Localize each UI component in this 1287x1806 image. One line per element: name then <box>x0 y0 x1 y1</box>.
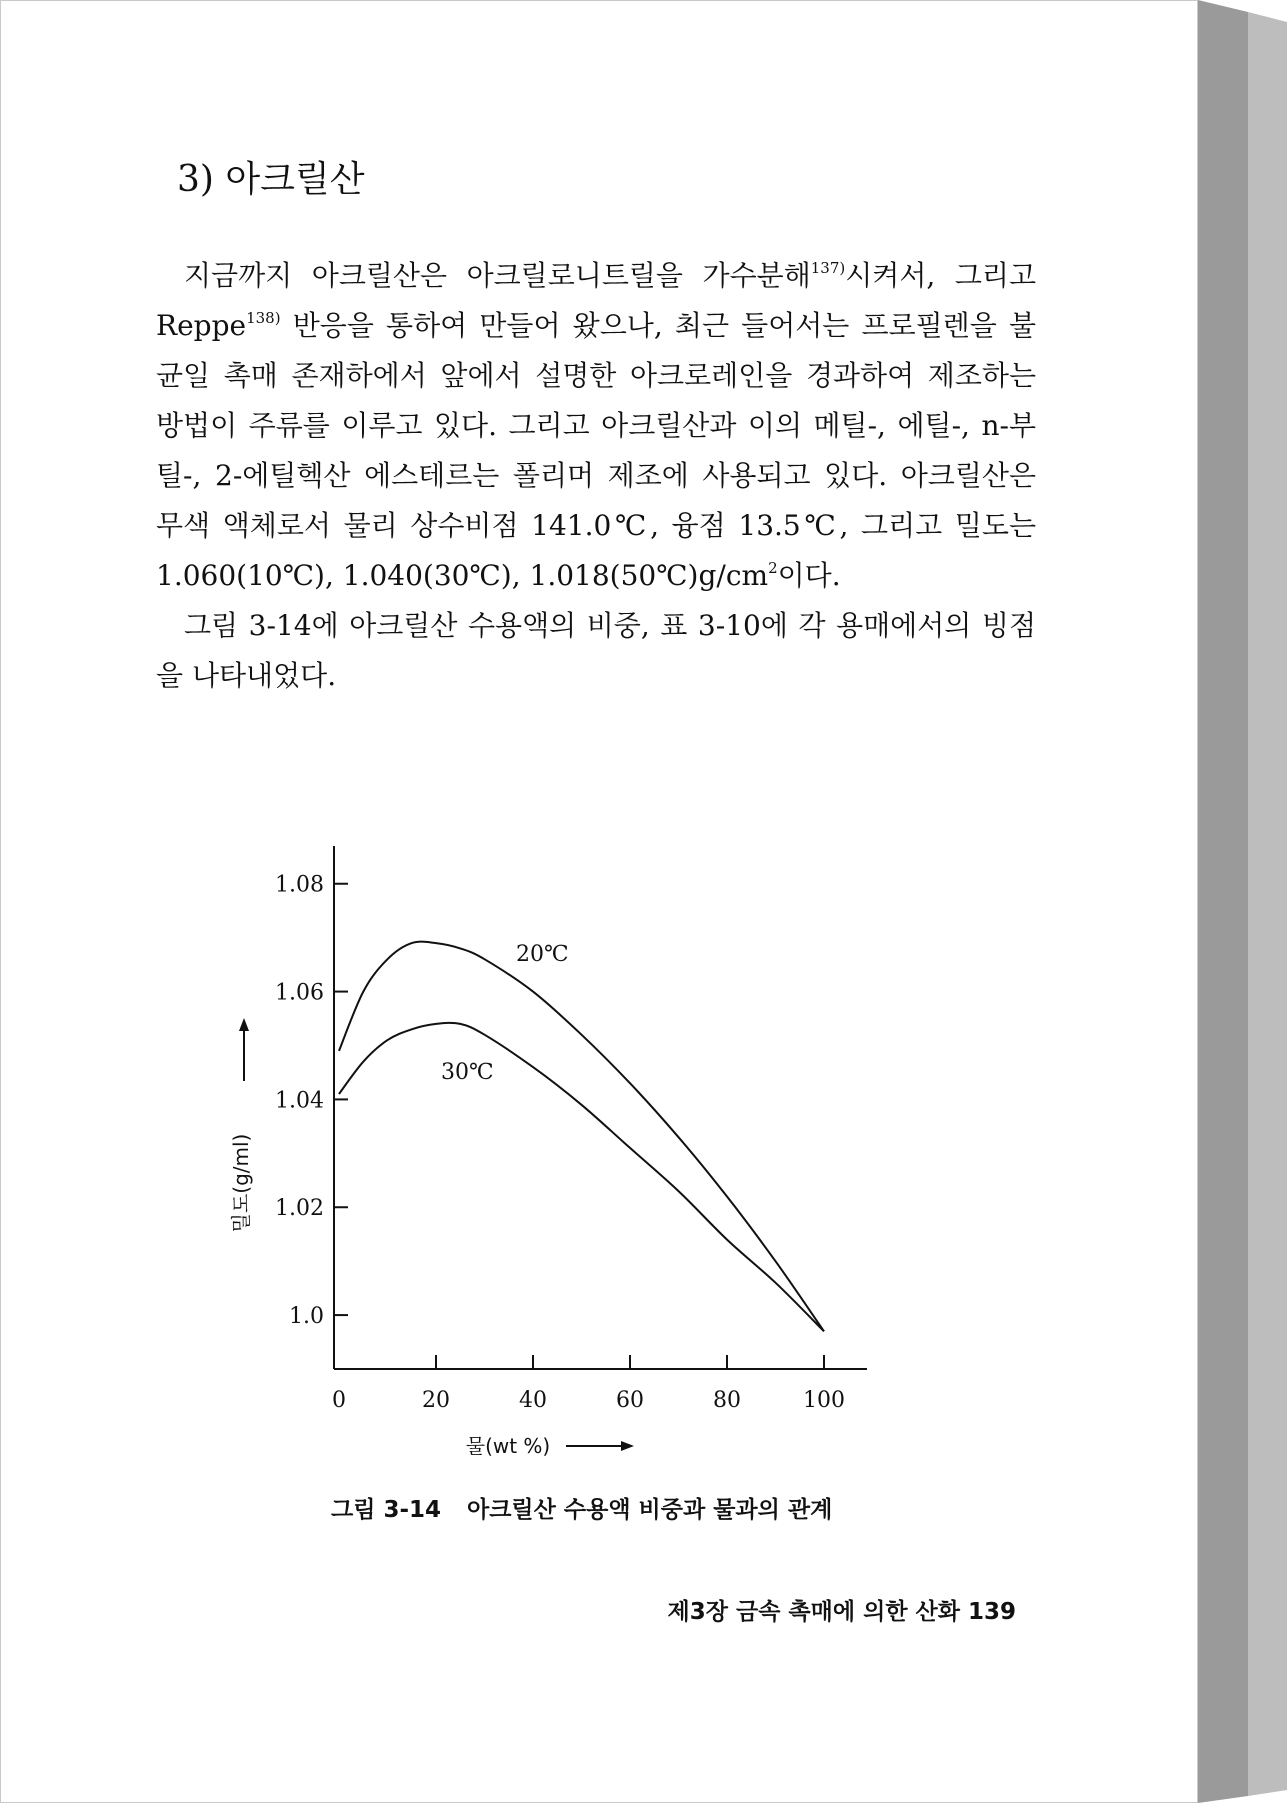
y-tick-label: 1.08 <box>275 872 324 898</box>
figure-caption-text: 아크릴산 수용액 비중과 물과의 관계 <box>467 1497 833 1523</box>
page-stack-edge <box>1198 0 1287 1806</box>
body-text <box>156 251 1036 701</box>
x-axis-title: 물(wt %) <box>465 1434 551 1458</box>
series-line-20c <box>339 942 824 1332</box>
running-footer: 제3장 금속 촉매에 의한 산화 139 <box>667 1599 1016 1625</box>
section-heading: 3) 아크릴산 <box>177 159 365 200</box>
paragraph-2: 그림 3-14에 아크릴산 수용액의 비중, 표 3-10에 각 용매에서의 빙점을 나타내었다. <box>156 609 1036 692</box>
superscript-exponent: 2 <box>768 559 778 577</box>
series-line-30c <box>339 1023 824 1331</box>
text-run: 시켜서, 그리고 Reppe <box>156 259 1036 342</box>
x-tick-label: 100 <box>803 1388 845 1413</box>
x-tick-label: 20 <box>422 1388 450 1413</box>
footnote-ref-138: 138) <box>246 309 281 327</box>
x-axis-arrow-icon <box>566 1441 634 1451</box>
x-tick-label: 40 <box>519 1388 547 1413</box>
density-chart <box>216 841 876 1481</box>
x-tick-label: 0 <box>332 1388 346 1413</box>
series-label-20c: 20℃ <box>516 942 569 967</box>
y-tick-label: 1.04 <box>275 1088 324 1114</box>
text-run: 이다. <box>777 559 841 592</box>
x-ticks <box>332 1355 845 1413</box>
y-tick-label: 1.02 <box>275 1196 324 1222</box>
text-run: 반응을 통하여 만들어 왔으나, 최근 들어서는 프로필렌을 불균일 촉매 존재하에서 앞에서 설명한 아크로레인을 경과하여 제조하는 방법이 주류를 이루고 있다. 그리고 아크릴산과 이의 메틸-, 에틸-, n-부틸-, 2-에틸헥산 에스테르는 폴리머 제조에 사용되고 있다. 아크릴산은 무색 액체로서 물리 상수비점 141.0℃, 융점 13.5℃, 그리고 밀도는 1.060(10℃), 1.040(30℃), 1.018(50℃)g/cm <box>156 309 1036 592</box>
figure-caption-number: 그림 3-14 <box>331 1497 441 1523</box>
paragraph-1 <box>156 251 1036 601</box>
y-axis-arrow-icon <box>239 1018 249 1081</box>
text-run: 지금까지 아크릴산은 아크릴로니트릴을 가수분해 <box>184 259 811 292</box>
figure-caption <box>331 1491 832 1524</box>
x-axis <box>332 1355 867 1413</box>
x-tick-label: 80 <box>713 1388 741 1413</box>
y-axis <box>275 846 348 1369</box>
series-label-30c: 30℃ <box>441 1060 494 1085</box>
series-layer <box>339 942 824 1332</box>
y-tick-label: 1.0 <box>289 1304 324 1330</box>
footnote-ref-137: 137) <box>810 259 846 277</box>
y-tick-label: 1.06 <box>275 980 324 1006</box>
y-ticks <box>275 873 348 1329</box>
x-tick-label: 60 <box>616 1388 644 1413</box>
y-axis-title: 밀도(g/ml) <box>229 1133 253 1233</box>
